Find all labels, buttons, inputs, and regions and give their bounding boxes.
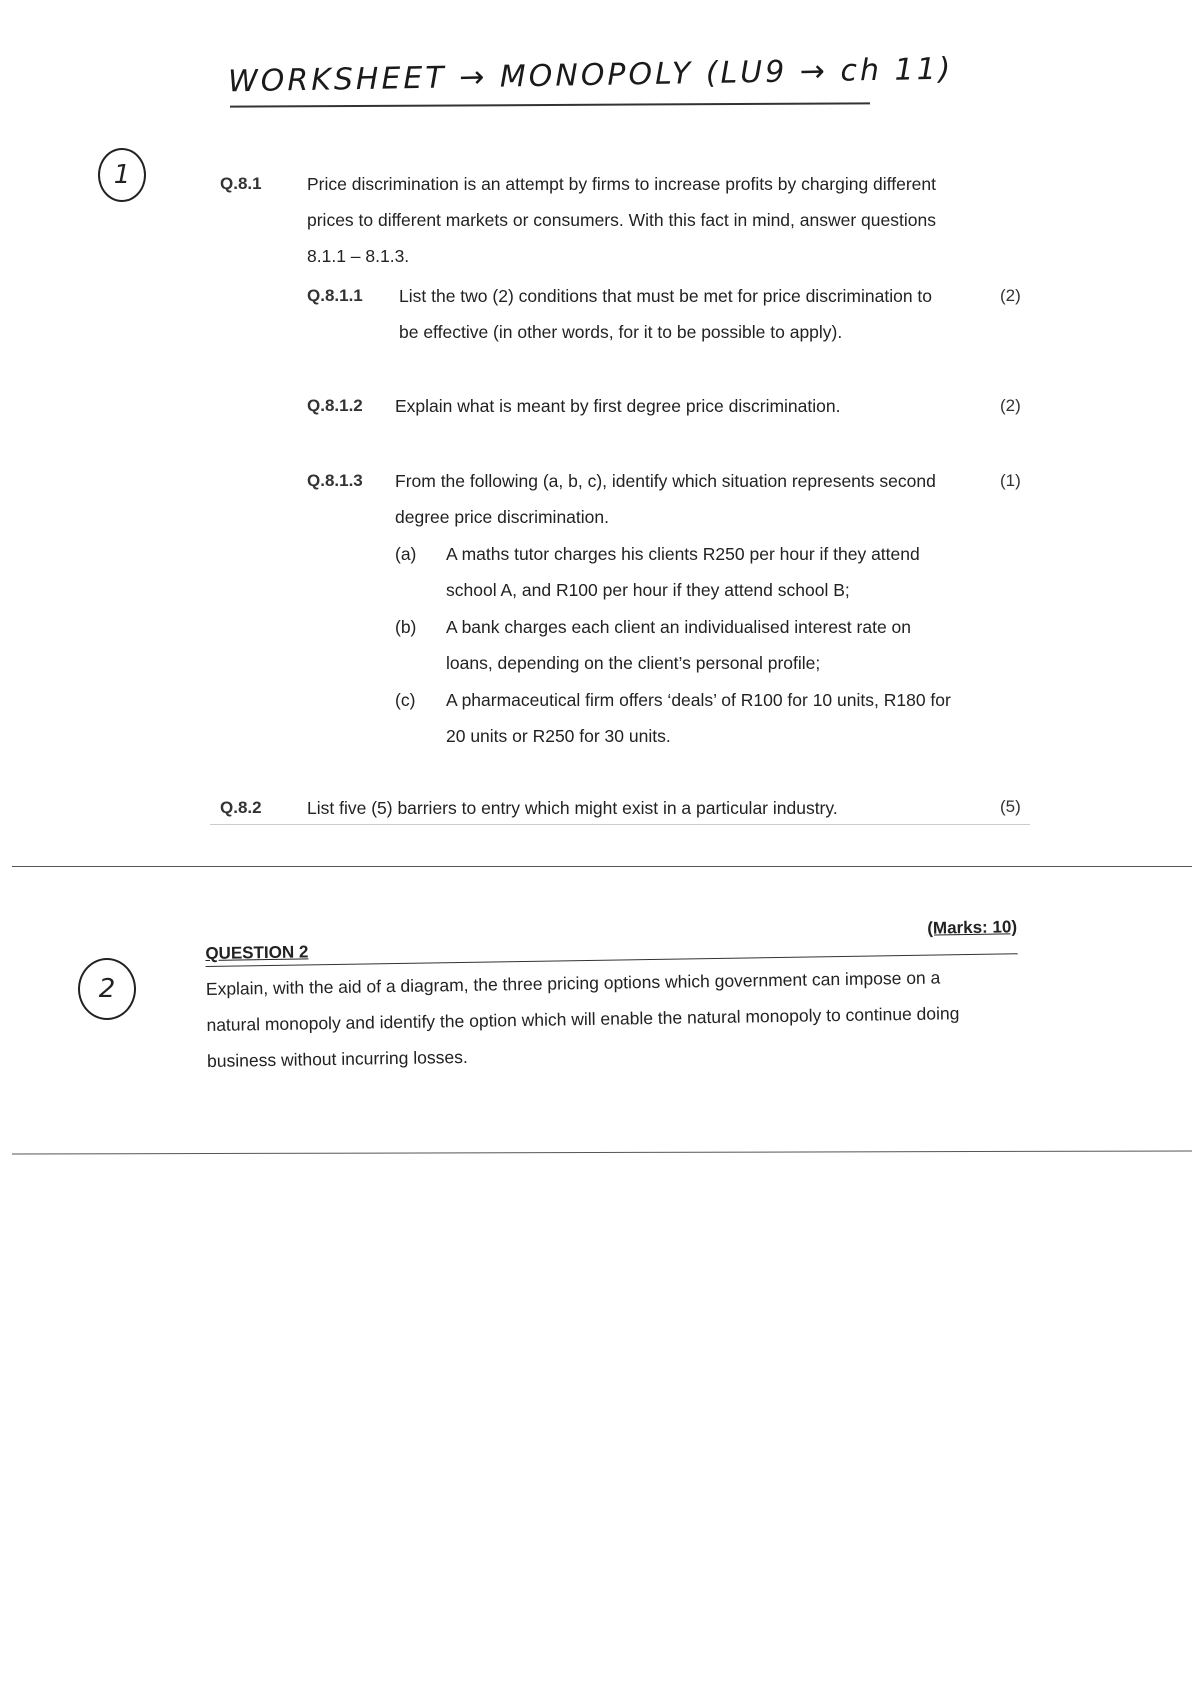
q81-line-1: Price discrimination is an attempt by firms to increase profits by charging different [307,174,936,194]
option-b-label: (b) [395,617,417,637]
q811-line-2: be effective (in other words, for it to be possible to apply). [399,322,843,342]
q82-label: Q.8.2 [220,798,262,817]
q82-faint-rule [210,824,1030,825]
option-c-label: (c) [395,690,416,710]
section-2-circle [78,958,136,1020]
q812-marks: (2) [1000,396,1021,415]
q82-text: List five (5) barriers to entry which might exist in a particular industry. [307,798,838,818]
q81-line-2: prices to different markets or consumers. With this fact in mind, answer questions [307,210,936,230]
q813-marks: (1) [1000,471,1021,490]
worksheet-title: WORKSHEET → MONOPOLY (LU9 → ch 11) [227,51,954,100]
option-a-label: (a) [395,544,417,564]
question-2-heading: QUESTION 2 [205,942,309,963]
section-1-number: 1 [113,160,131,190]
question-2-line-1: Explain, with the aid of a diagram, the three pricing options which government can impose on a [205,967,941,999]
option-b-line-1: A bank charges each client an individualised interest rate on [446,617,912,637]
section-2-number: 2 [98,974,116,1004]
q81-line-3: 8.1.1 – 8.1.3. [307,246,410,266]
option-a-line-1: A maths tutor charges his clients R250 per hour if they attend [446,544,920,564]
question-2-line-3: business without incurring losses. [206,1046,468,1071]
q812-label: Q.8.1.2 [307,396,363,415]
q811-line-1: List the two (2) conditions that must be met for price discrimination to [399,286,933,306]
q81-text [307,166,1007,274]
q82-marks: (5) [1000,797,1021,816]
question-2-marks: (Marks: 10) [927,917,1018,938]
q813-label: Q.8.1.3 [307,471,363,490]
q811-label: Q.8.1.1 [307,286,363,305]
q812-text: Explain what is meant by first degree price discrimination. [395,396,841,416]
q811-text [399,278,999,350]
option-b-text [446,609,1006,681]
question-2-line-2: natural monopoly and identify the option which will enable the natural monopoly to continue doing [206,1003,960,1035]
question-2-text [206,954,1020,1079]
title-underline [230,102,870,107]
section-1-circle [98,148,146,202]
q813-text [395,463,995,535]
question-2-block [205,917,1019,1079]
section-divider-1 [12,866,1192,867]
option-b-line-2: loans, depending on the client’s personal profile; [446,653,821,673]
option-a-line-2: school A, and R100 per hour if they attend school B; [446,580,850,600]
option-a-text [446,536,1006,608]
q811-marks: (2) [1000,286,1021,305]
q81-label: Q.8.1 [220,174,262,193]
option-c-line-1: A pharmaceutical firm offers ‘deals’ of R100 for 10 units, R180 for [446,690,951,710]
option-c-text [446,682,1006,754]
q813-line-2: degree price discrimination. [395,507,609,527]
option-c-line-2: 20 units or R250 for 30 units. [446,726,671,746]
section-divider-2 [12,1150,1192,1154]
q813-line-1: From the following (a, b, c), identify which situation represents second [395,471,936,491]
